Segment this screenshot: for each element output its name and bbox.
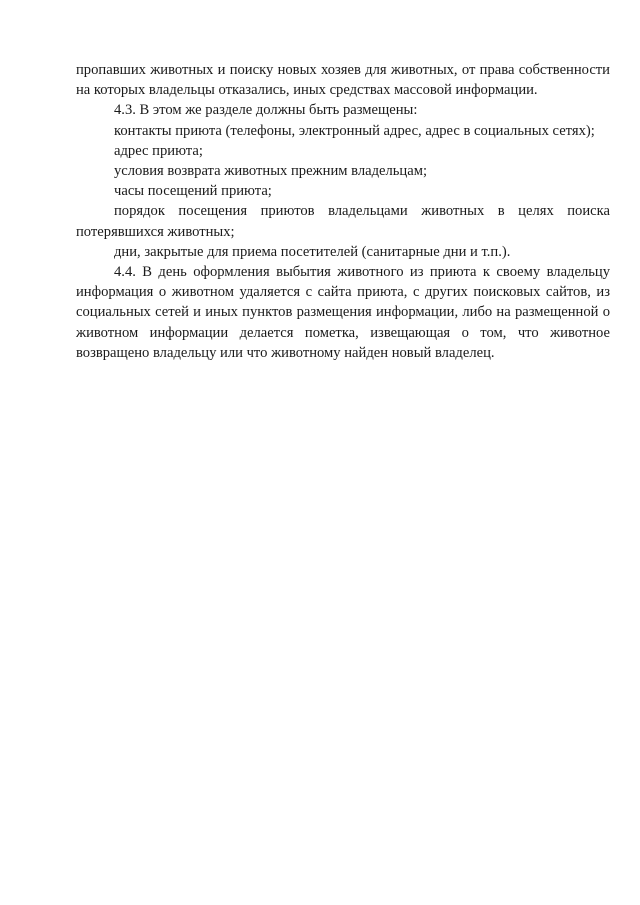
document-body <box>76 60 610 363</box>
list-item-return-conditions: условия возврата животных прежним владельцам; <box>114 163 428 180</box>
list-item-shelter-address: адрес приюта; <box>114 142 203 159</box>
list-item-visiting-procedure: порядок посещения приютов владельцами животных в целях поиска потерявшихся животных; <box>76 203 610 240</box>
list-item-shelter-contacts: контакты приюта (телефоны, электронный адрес, адрес в социальных сетях); <box>114 122 595 139</box>
paragraph-section-4-4: 4.4. В день оформления выбытия животного из приюта к своему владельцу информация о животном удаляется с сайта приюта, с других поисковых сайтов, из социальных сетей и иных пунктов размещения информации, либо на размещенной о животном информации делается пометка, извещающая о том, что животное возвращено владельцу или что животному найден новый владелец. <box>76 264 610 361</box>
paragraph-continuation: пропавших животных и поиску новых хозяев для животных, от права собственности на которых владельцы отказались, иных средствах массовой информации. <box>76 62 610 99</box>
paragraph-section-4-3: 4.3. В этом же разделе должны быть размещены: <box>114 102 418 119</box>
list-item-visiting-hours: часы посещений приюта; <box>114 183 272 200</box>
list-item-closed-days: дни, закрытые для приема посетителей (санитарные дни и т.п.). <box>114 243 511 260</box>
